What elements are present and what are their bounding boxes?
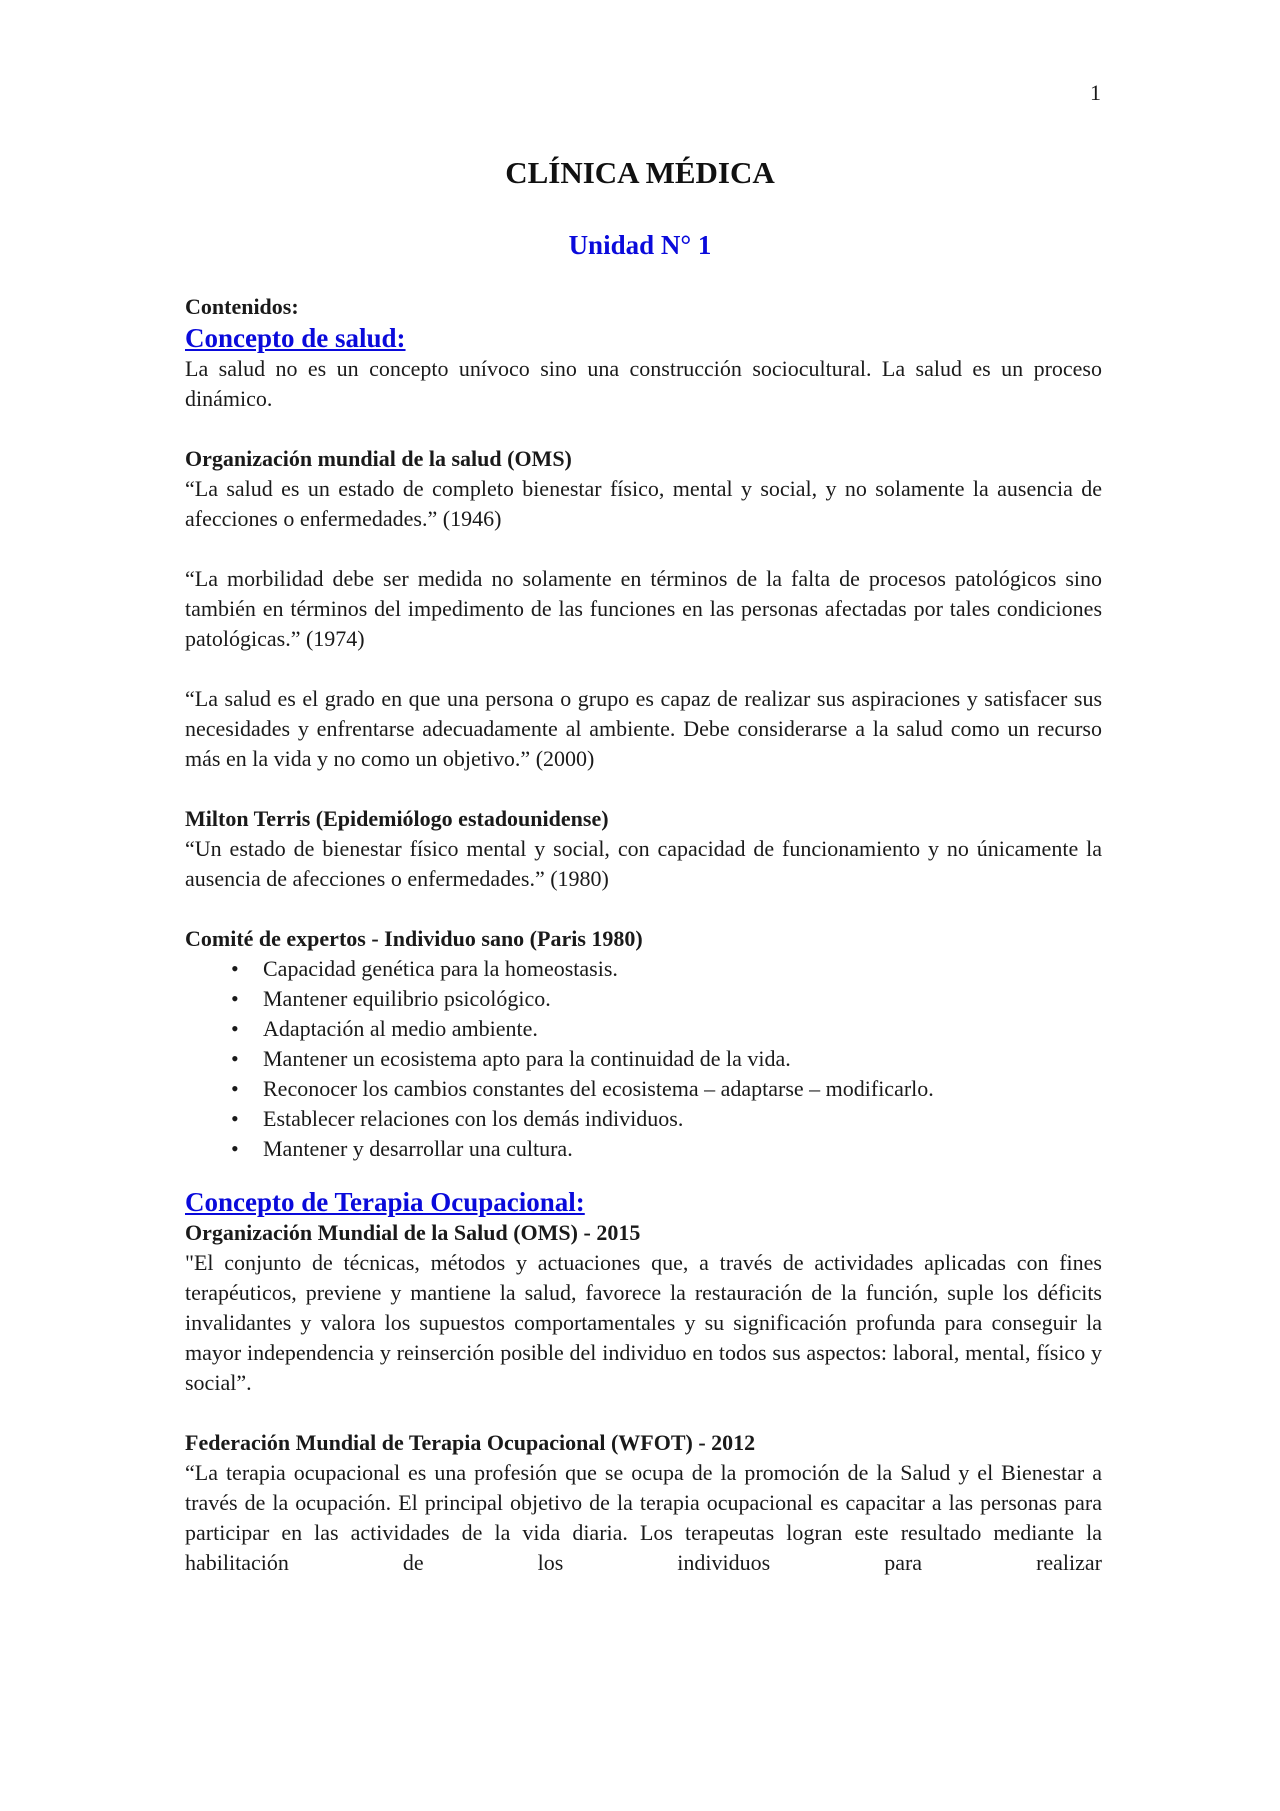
list-item: • Mantener un ecosistema apto para la continuidad de la vida. [185,1044,1102,1074]
bullet-icon: • [231,1136,239,1161]
contents-label: Contenidos: [185,294,299,319]
subheading-milton-terris: Milton Terris (Epidemiólogo estadounidense) [185,806,609,831]
bullet-icon: • [231,956,239,981]
list-item: • Establecer relaciones con los demás individuos. [185,1104,1102,1134]
list-item: • Capacidad genética para la homeostasis. [185,954,1102,984]
unit-title: Unidad N° 1 [568,230,712,260]
quote-oms-2000: “La salud es el grado en que una persona o grupo es capaz de realizar sus aspiraciones y satisfacer sus necesidades y enfrentarse adecuadamente al ambiente. Debe considerarse a la salud como un recurso más en la vida y no como un objetivo.” (2000) [185,686,1102,771]
list-item: • Adaptación al medio ambiente. [185,1014,1102,1044]
bullet-icon: • [231,1016,239,1041]
quote-oms-1974: “La morbilidad debe ser medida no solamente en términos de la falta de procesos patológicos sino también en términos del impedimento de las funciones en las personas afectadas por tales condiciones patológicas.” (1974) [185,566,1102,651]
subheading-wfot-2012: Federación Mundial de Terapia Ocupacional (WFOT) - 2012 [185,1430,756,1455]
section-intro-paragraph: La salud no es un concepto unívoco sino una construcción sociocultural. La salud es un proceso dinámico. [185,356,1102,411]
healthy-individual-list [185,954,1102,1164]
quote-oms-1946: “La salud es un estado de completo bienestar físico, mental y social, y no solamente la ausencia de afecciones o enfermedades.” (1946) [185,476,1102,531]
document-title: CLÍNICA MÉDICA [505,155,775,190]
page-number: 1 [1090,80,1101,105]
section-heading-terapia-ocupacional: Concepto de Terapia Ocupacional: [185,1187,585,1217]
bullet-icon: • [231,1076,239,1101]
subheading-oms: Organización mundial de la salud (OMS) [185,446,572,471]
list-item: • Reconocer los cambios constantes del ecosistema – adaptarse – modificarlo. [185,1074,1102,1104]
subheading-comite-expertos: Comité de expertos - Individuo sano (Paris 1980) [185,926,643,951]
list-item: • Mantener equilibrio psicológico. [185,984,1102,1014]
subheading-oms-2015: Organización Mundial de la Salud (OMS) - 2015 [185,1220,641,1245]
section-heading-concepto-salud: Concepto de salud: [185,323,406,353]
quote-oms-2015: "El conjunto de técnicas, métodos y actuaciones que, a través de actividades aplicadas con fines terapéuticos, previene y mantiene la salud, favorece la restauración de la función, suple los déficits invalidantes y valora los supuestos comportamentales y su significación profunda para conseguir la mayor independencia y reinserción posible del individuo en todos sus aspectos: laboral, mental, físico y social”. [185,1250,1102,1395]
quote-terris-1980: “Un estado de bienestar físico mental y social, con capacidad de funcionamiento y no únicamente la ausencia de afecciones o enfermedades.” (1980) [185,836,1102,891]
quote-wfot-2012: “La terapia ocupacional es una profesión que se ocupa de la promoción de la Salud y el Bienestar a través de la ocupación. El principal objetivo de la terapia ocupacional es capacitar a las personas para participar en las actividades de la vida diaria. Los terapeutas logran este resultado mediante la habilitación de los individuos para realizar [185,1460,1102,1575]
bullet-icon: • [231,1046,239,1071]
bullet-icon: • [231,1106,239,1131]
bullet-icon: • [231,986,239,1011]
document-body [185,292,1102,1578]
list-item: • Mantener y desarrollar una cultura. [185,1134,1102,1164]
